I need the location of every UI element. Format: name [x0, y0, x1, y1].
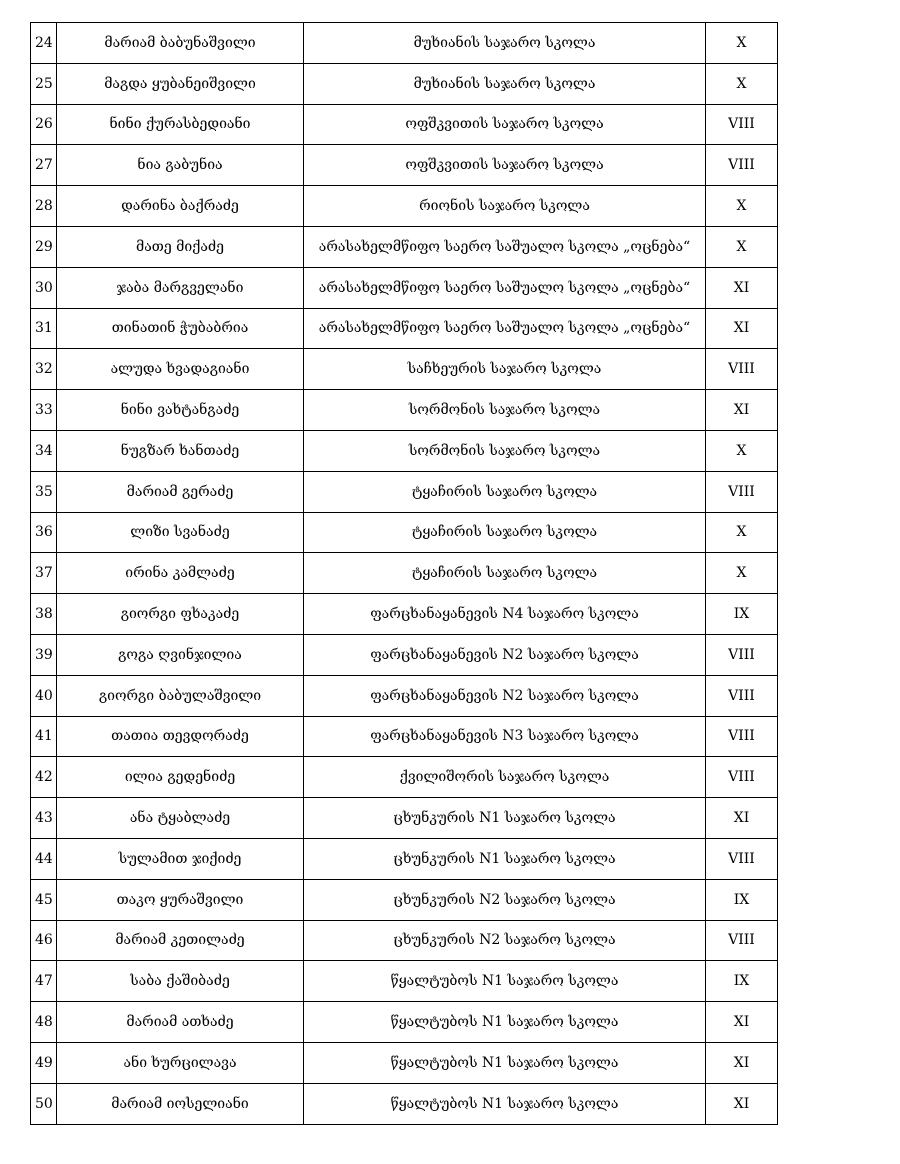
row-number-cell: 41	[31, 716, 57, 757]
student-name-cell: მარიამ კეთილაძე	[57, 920, 304, 961]
student-name-cell: სულამით ჯიქიძე	[57, 838, 304, 879]
student-name-cell: ანა ტყაბლაძე	[57, 798, 304, 839]
table-row	[31, 390, 778, 431]
row-number-cell: 36	[31, 512, 57, 553]
school-name-cell: რიონის საჯარო სკოლა	[304, 186, 706, 227]
grade-cell: IX	[706, 961, 778, 1002]
table-row	[31, 553, 778, 594]
table-row	[31, 1042, 778, 1083]
table-row	[31, 757, 778, 798]
table-row	[31, 716, 778, 757]
school-name-cell: მუხიანის საჯარო სკოლა	[304, 63, 706, 104]
row-number-cell: 32	[31, 349, 57, 390]
table-row	[31, 512, 778, 553]
row-number-cell: 38	[31, 594, 57, 635]
student-name-cell: საბა ქაშიბაძე	[57, 961, 304, 1002]
table-row	[31, 634, 778, 675]
table-row	[31, 879, 778, 920]
student-name-cell: დარინა ბაქრაძე	[57, 186, 304, 227]
table-row	[31, 430, 778, 471]
grade-cell: X	[706, 226, 778, 267]
table-row	[31, 471, 778, 512]
student-name-cell: ნუგზარ ხანთაძე	[57, 430, 304, 471]
grade-cell: XI	[706, 1083, 778, 1124]
school-name-cell: ტყაჩირის საჯარო სკოლა	[304, 553, 706, 594]
table-row	[31, 145, 778, 186]
grade-cell: VIII	[706, 104, 778, 145]
row-number-cell: 48	[31, 1002, 57, 1043]
grade-cell: IX	[706, 879, 778, 920]
student-name-cell: ლიზი სვანაძე	[57, 512, 304, 553]
grade-cell: VIII	[706, 471, 778, 512]
student-name-cell: ანი ხურცილავა	[57, 1042, 304, 1083]
row-number-cell: 26	[31, 104, 57, 145]
student-name-cell: თაკო ყურაშვილი	[57, 879, 304, 920]
school-name-cell: წყალტუბოს N1 საჯარო სკოლა	[304, 1002, 706, 1043]
grade-cell: X	[706, 23, 778, 64]
row-number-cell: 49	[31, 1042, 57, 1083]
student-name-cell: ნია გაბუნია	[57, 145, 304, 186]
school-name-cell: სორმონის საჯარო სკოლა	[304, 430, 706, 471]
row-number-cell: 29	[31, 226, 57, 267]
grade-cell: X	[706, 512, 778, 553]
school-name-cell: არასახელმწიფო საერო საშუალო სკოლა „ოცნება“	[304, 267, 706, 308]
row-number-cell: 42	[31, 757, 57, 798]
school-name-cell: საჩხეურის საჯარო სკოლა	[304, 349, 706, 390]
row-number-cell: 33	[31, 390, 57, 431]
row-number-cell: 34	[31, 430, 57, 471]
grade-cell: VIII	[706, 920, 778, 961]
grade-cell: VIII	[706, 716, 778, 757]
school-name-cell: ფარცხანაყანევის N2 საჯარო სკოლა	[304, 675, 706, 716]
grade-cell: XI	[706, 308, 778, 349]
school-name-cell: წყალტუბოს N1 საჯარო სკოლა	[304, 961, 706, 1002]
table-row	[31, 594, 778, 635]
row-number-cell: 28	[31, 186, 57, 227]
grade-cell: X	[706, 63, 778, 104]
school-name-cell: ცხუნკურის N2 საჯარო სკოლა	[304, 879, 706, 920]
table-row	[31, 1083, 778, 1124]
grade-cell: XI	[706, 1042, 778, 1083]
student-name-cell: მარიამ ათხაძე	[57, 1002, 304, 1043]
table-row	[31, 308, 778, 349]
student-name-cell: ილია გედენიძე	[57, 757, 304, 798]
student-name-cell: გოგა ღვინჯილია	[57, 634, 304, 675]
table-row	[31, 186, 778, 227]
table-row	[31, 961, 778, 1002]
table-row	[31, 226, 778, 267]
grade-cell: XI	[706, 1002, 778, 1043]
student-name-cell: თინათინ ჭუბაბრია	[57, 308, 304, 349]
school-name-cell: მუხიანის საჯარო სკოლა	[304, 23, 706, 64]
table-row	[31, 349, 778, 390]
table-row	[31, 267, 778, 308]
grade-cell: X	[706, 186, 778, 227]
student-name-cell: მაგდა ყუბანეიშვილი	[57, 63, 304, 104]
school-name-cell: ტყაჩირის საჯარო სკოლა	[304, 512, 706, 553]
grade-cell: XI	[706, 798, 778, 839]
table-row	[31, 920, 778, 961]
row-number-cell: 35	[31, 471, 57, 512]
school-name-cell: არასახელმწიფო საერო საშუალო სკოლა „ოცნება“	[304, 308, 706, 349]
school-name-cell: წყალტუბოს N1 საჯარო სკოლა	[304, 1042, 706, 1083]
school-name-cell: ოფშკვითის საჯარო სკოლა	[304, 104, 706, 145]
table-row	[31, 104, 778, 145]
table-row	[31, 838, 778, 879]
student-name-cell: მათე მიქაძე	[57, 226, 304, 267]
student-name-cell: ირინა კამლაძე	[57, 553, 304, 594]
grade-cell: VIII	[706, 634, 778, 675]
school-name-cell: წყალტუბოს N1 საჯარო სკოლა	[304, 1083, 706, 1124]
table-row	[31, 675, 778, 716]
grade-cell: VIII	[706, 145, 778, 186]
school-name-cell: ოფშკვითის საჯარო სკოლა	[304, 145, 706, 186]
student-name-cell: ნინი ვახტანგაძე	[57, 390, 304, 431]
row-number-cell: 45	[31, 879, 57, 920]
school-name-cell: ცხუნკურის N1 საჯარო სკოლა	[304, 838, 706, 879]
grade-cell: XI	[706, 267, 778, 308]
table-row	[31, 1002, 778, 1043]
student-name-cell: მარიამ ბაბუნაშვილი	[57, 23, 304, 64]
grade-cell: X	[706, 553, 778, 594]
student-name-cell: გიორგი ბაბულაშვილი	[57, 675, 304, 716]
grade-cell: VIII	[706, 838, 778, 879]
school-name-cell: სორმონის საჯარო სკოლა	[304, 390, 706, 431]
student-name-cell: ალუდა ხვადაგიანი	[57, 349, 304, 390]
row-number-cell: 31	[31, 308, 57, 349]
participants-table	[30, 22, 778, 1125]
school-name-cell: ფარცხანაყანევის N3 საჯარო სკოლა	[304, 716, 706, 757]
table-row	[31, 63, 778, 104]
school-name-cell: ქვილიშორის საჯარო სკოლა	[304, 757, 706, 798]
row-number-cell: 47	[31, 961, 57, 1002]
school-name-cell: ცხუნკურის N2 საჯარო სკოლა	[304, 920, 706, 961]
row-number-cell: 25	[31, 63, 57, 104]
table-row	[31, 798, 778, 839]
grade-cell: IX	[706, 594, 778, 635]
participants-table-body	[31, 23, 778, 1125]
grade-cell: XI	[706, 390, 778, 431]
student-name-cell: მარიამ გერაძე	[57, 471, 304, 512]
row-number-cell: 43	[31, 798, 57, 839]
row-number-cell: 40	[31, 675, 57, 716]
row-number-cell: 46	[31, 920, 57, 961]
row-number-cell: 39	[31, 634, 57, 675]
row-number-cell: 24	[31, 23, 57, 64]
row-number-cell: 50	[31, 1083, 57, 1124]
student-name-cell: თათია თევდორაძე	[57, 716, 304, 757]
school-name-cell: ფარცხანაყანევის N4 საჯარო სკოლა	[304, 594, 706, 635]
school-name-cell: ფარცხანაყანევის N2 საჯარო სკოლა	[304, 634, 706, 675]
school-name-cell: ცხუნკურის N1 საჯარო სკოლა	[304, 798, 706, 839]
student-name-cell: ნინი ქურასბედიანი	[57, 104, 304, 145]
school-name-cell: არასახელმწიფო საერო საშუალო სკოლა „ოცნება“	[304, 226, 706, 267]
student-name-cell: გიორგი ფხაკაძე	[57, 594, 304, 635]
school-name-cell: ტყაჩირის საჯარო სკოლა	[304, 471, 706, 512]
grade-cell: VIII	[706, 757, 778, 798]
grade-cell: VIII	[706, 675, 778, 716]
row-number-cell: 44	[31, 838, 57, 879]
student-name-cell: ჯაბა მარგველანი	[57, 267, 304, 308]
grade-cell: VIII	[706, 349, 778, 390]
grade-cell: X	[706, 430, 778, 471]
row-number-cell: 30	[31, 267, 57, 308]
row-number-cell: 37	[31, 553, 57, 594]
student-name-cell: მარიამ იოსელიანი	[57, 1083, 304, 1124]
row-number-cell: 27	[31, 145, 57, 186]
table-row	[31, 23, 778, 64]
